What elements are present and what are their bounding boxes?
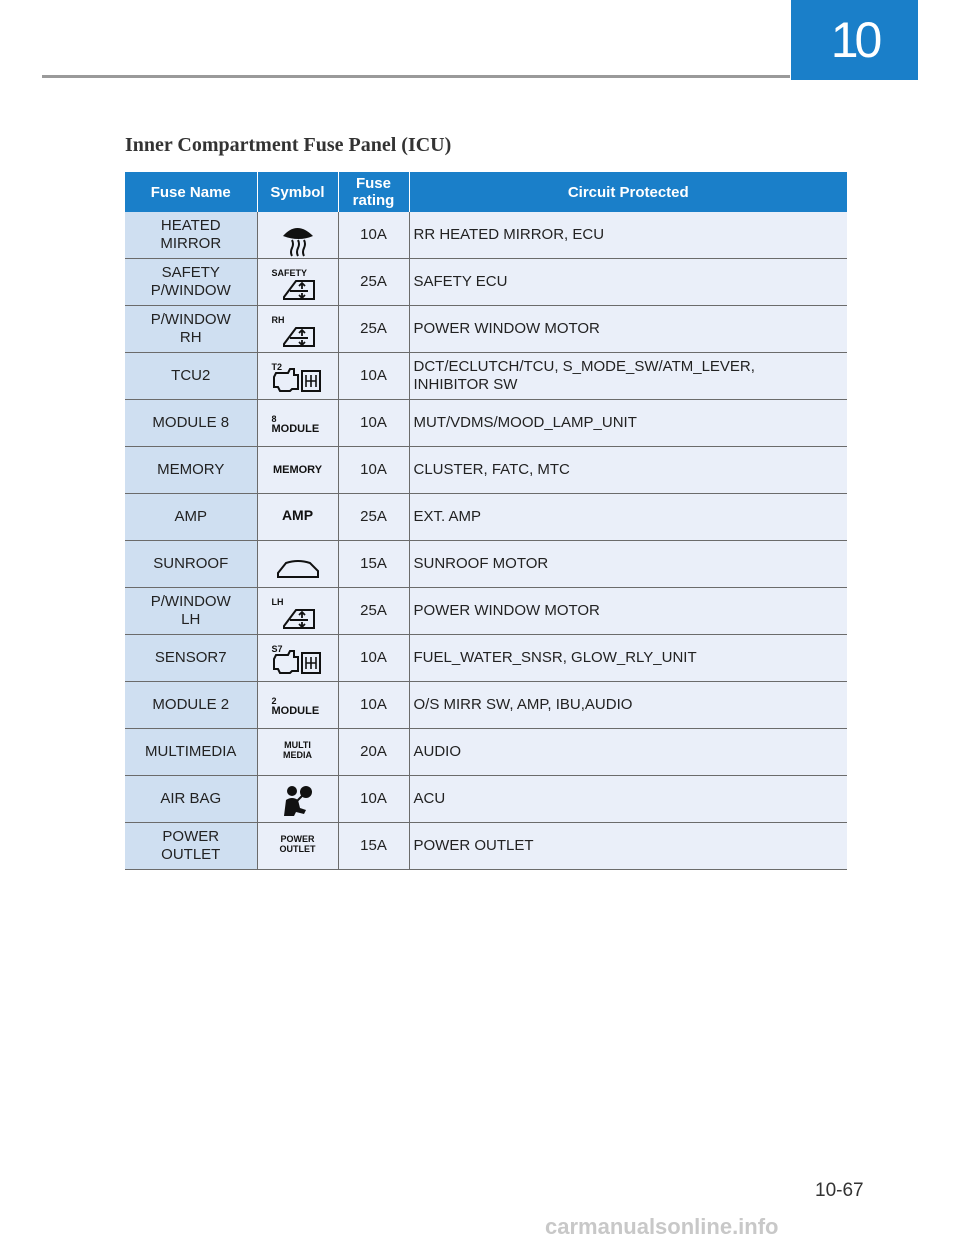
- circuit-protected-cell: [409, 823, 847, 870]
- header-rating-line1: Fuse: [355, 175, 391, 192]
- circuit-line: POWER OUTLET: [413, 837, 534, 854]
- table-row: [125, 635, 847, 682]
- fuse-name-line: SENSOR7: [154, 649, 227, 666]
- fuse-name-line: P/WINDOW: [150, 282, 231, 299]
- symbol-label: MODULE: [271, 705, 320, 717]
- table-row: [125, 447, 847, 494]
- memory-text-icon: [258, 447, 338, 493]
- header-circuit-protected: Circuit Protected: [409, 172, 847, 212]
- top-rule: [42, 75, 790, 78]
- fuse-rating-cell: 25A: [338, 588, 409, 635]
- symbol-cell: [257, 353, 338, 400]
- fuse-name-cell: [125, 682, 257, 729]
- circuit-protected-cell: [409, 353, 847, 400]
- symbol-cell: [257, 306, 338, 353]
- symbol-cell: [257, 729, 338, 776]
- fuse-rating-cell: 10A: [338, 212, 409, 259]
- multimedia-text-icon: [258, 729, 338, 775]
- fuse-rating-cell: 10A: [338, 776, 409, 823]
- fuse-name-line: P/WINDOW: [150, 311, 231, 328]
- table-row: [125, 353, 847, 400]
- fuse-name-line: TCU2: [171, 367, 211, 384]
- symbol-cell: [257, 494, 338, 541]
- circuit-protected-cell: [409, 306, 847, 353]
- circuit-protected-cell: [409, 776, 847, 823]
- fuse-rating-cell: 10A: [338, 635, 409, 682]
- circuit-line: EXT. AMP: [413, 508, 482, 525]
- fuse-table: [125, 172, 847, 870]
- fuse-name-line: MODULE 2: [152, 696, 230, 713]
- power-window-icon: [258, 588, 338, 634]
- header-fuse-name: Fuse Name: [125, 172, 257, 212]
- fuse-name-line: POWER: [162, 828, 220, 845]
- symbol-cell: [257, 212, 338, 259]
- table-row: [125, 682, 847, 729]
- symbol-label: MEMORY: [272, 464, 323, 476]
- fuse-rating-cell: 25A: [338, 494, 409, 541]
- fuse-rating-cell: 10A: [338, 682, 409, 729]
- power-window-icon: [258, 306, 338, 352]
- engine-transmission-icon: [258, 353, 338, 399]
- fuse-name-line: MEMORY: [157, 461, 225, 478]
- fuse-name-line: P/WINDOW: [150, 593, 231, 610]
- fuse-rating-cell: 20A: [338, 729, 409, 776]
- fuse-name-line: MULTIMEDIA: [145, 743, 237, 760]
- page-number: 10-67: [815, 1180, 864, 1201]
- circuit-protected-cell: [409, 259, 847, 306]
- symbol-label: RH: [271, 315, 285, 325]
- symbol-cell: [257, 823, 338, 870]
- table-row: [125, 541, 847, 588]
- symbol-label: SAFETY: [271, 268, 308, 278]
- fuse-name-cell: [125, 306, 257, 353]
- fuse-name-line: SAFETY: [161, 264, 220, 281]
- circuit-line: CLUSTER, FATC, MTC: [413, 461, 570, 478]
- symbol-cell: [257, 447, 338, 494]
- fuse-name-cell: [125, 353, 257, 400]
- table-row: [125, 212, 847, 259]
- symbol-label: 8: [271, 414, 277, 424]
- fuse-name-cell: [125, 823, 257, 870]
- circuit-line: POWER WINDOW MOTOR: [413, 320, 600, 337]
- table-row: [125, 306, 847, 353]
- table-row: [125, 823, 847, 870]
- circuit-protected-cell: [409, 635, 847, 682]
- heated-mirror-icon: [258, 212, 338, 258]
- circuit-protected-cell: [409, 588, 847, 635]
- table-row: [125, 259, 847, 306]
- symbol-cell: [257, 541, 338, 588]
- amp-text-icon: [258, 494, 338, 540]
- chapter-tab: 10: [791, 0, 918, 80]
- circuit-line: DCT/ECLUTCH/TCU, S_MODE_SW/ATM_LEVER,: [413, 358, 755, 375]
- fuse-name-line: HEATED: [160, 217, 221, 234]
- symbol-label: OUTLET: [279, 844, 316, 854]
- fuse-rating-cell: 10A: [338, 400, 409, 447]
- symbol-label: LH: [271, 597, 284, 607]
- circuit-line: INHIBITOR SW: [413, 376, 518, 393]
- table-row: [125, 400, 847, 447]
- module-text-icon: [258, 400, 338, 446]
- table-row: [125, 729, 847, 776]
- header-fuse-rating: [338, 172, 409, 212]
- circuit-line: POWER WINDOW MOTOR: [413, 602, 600, 619]
- airbag-icon: [258, 776, 338, 822]
- circuit-line: ACU: [413, 790, 446, 807]
- table-row: [125, 494, 847, 541]
- circuit-protected-cell: [409, 212, 847, 259]
- fuse-name-cell: [125, 259, 257, 306]
- sunroof-car-icon: [258, 541, 338, 587]
- fuse-rating-cell: 10A: [338, 353, 409, 400]
- circuit-protected-cell: [409, 682, 847, 729]
- fuse-name-line: MODULE 8: [152, 414, 230, 431]
- circuit-line: SAFETY ECU: [413, 273, 508, 290]
- circuit-line: AUDIO: [413, 743, 462, 760]
- circuit-protected-cell: [409, 494, 847, 541]
- section-title: Inner Compartment Fuse Panel (ICU): [125, 134, 452, 156]
- fuse-rating-cell: 15A: [338, 541, 409, 588]
- fuse-rating-cell: 25A: [338, 306, 409, 353]
- power-window-icon: [258, 259, 338, 305]
- table-row: [125, 776, 847, 823]
- fuse-name-line: AMP: [174, 508, 207, 525]
- fuse-name-cell: [125, 588, 257, 635]
- symbol-label: 2: [271, 696, 277, 706]
- symbol-cell: [257, 776, 338, 823]
- symbol-label: POWER: [280, 834, 315, 844]
- fuse-name-cell: [125, 635, 257, 682]
- fuse-name-line: OUTLET: [161, 846, 221, 863]
- fuse-rating-cell: 25A: [338, 259, 409, 306]
- circuit-line: MUT/VDMS/MOOD_LAMP_UNIT: [413, 414, 637, 431]
- fuse-name-line: RH: [179, 329, 202, 346]
- circuit-line: SUNROOF MOTOR: [413, 555, 549, 572]
- fuse-name-cell: [125, 447, 257, 494]
- symbol-cell: [257, 635, 338, 682]
- symbol-label: MULTI: [284, 740, 311, 750]
- fuse-name-line: AIR BAG: [160, 790, 222, 807]
- fuse-name-cell: [125, 494, 257, 541]
- symbol-label: AMP: [281, 507, 314, 523]
- symbol-cell: [257, 588, 338, 635]
- fuse-name-line: MIRROR: [160, 235, 222, 252]
- symbol-cell: [257, 259, 338, 306]
- engine-transmission-icon: [258, 635, 338, 681]
- table-row: [125, 588, 847, 635]
- fuse-rating-cell: 10A: [338, 447, 409, 494]
- fuse-name-cell: [125, 776, 257, 823]
- symbol-cell: [257, 400, 338, 447]
- symbol-label: S7: [271, 644, 283, 654]
- fuse-name-cell: [125, 729, 257, 776]
- fuse-name-cell: [125, 541, 257, 588]
- circuit-protected-cell: [409, 541, 847, 588]
- circuit-protected-cell: [409, 400, 847, 447]
- fuse-name-line: LH: [181, 611, 201, 628]
- circuit-line: RR HEATED MIRROR, ECU: [413, 226, 605, 243]
- circuit-line: O/S MIRR SW, AMP, IBU,AUDIO: [413, 696, 633, 713]
- symbol-label: MEDIA: [283, 750, 312, 760]
- fuse-rating-cell: 15A: [338, 823, 409, 870]
- fuse-name-line: SUNROOF: [153, 555, 229, 572]
- symbol-label: MODULE: [271, 423, 320, 435]
- fuse-name-cell: [125, 212, 257, 259]
- circuit-protected-cell: [409, 447, 847, 494]
- table-header-row: [125, 172, 847, 212]
- watermark: carmanualsonline.info: [545, 1214, 779, 1239]
- fuse-name-cell: [125, 400, 257, 447]
- symbol-label: T2: [271, 362, 283, 372]
- power-outlet-text-icon: [258, 823, 338, 869]
- symbol-cell: [257, 682, 338, 729]
- circuit-line: FUEL_WATER_SNSR, GLOW_RLY_UNIT: [413, 649, 697, 666]
- header-rating-line2: rating: [352, 192, 395, 209]
- header-symbol: Symbol: [257, 172, 338, 212]
- module-text-icon: [258, 682, 338, 728]
- circuit-protected-cell: [409, 729, 847, 776]
